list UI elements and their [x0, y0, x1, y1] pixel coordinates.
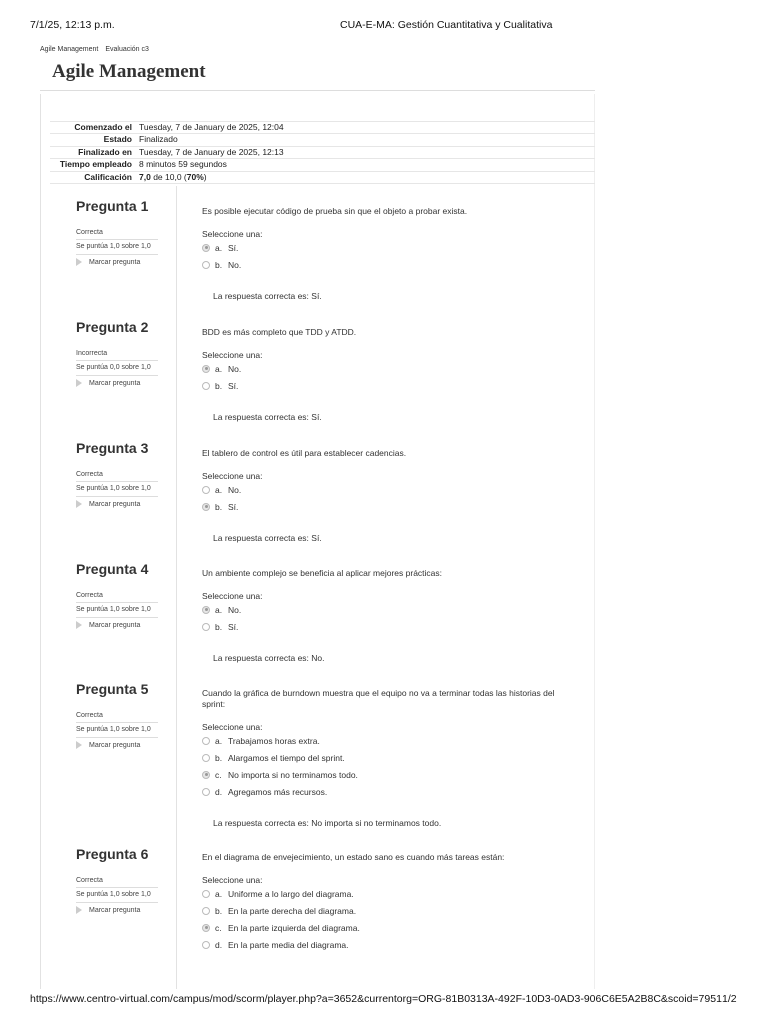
- answer-text: No importa si no terminamos todo.: [228, 769, 358, 780]
- breadcrumb: [40, 46, 154, 53]
- question-grade: Se puntúa 0,0 sobre 1,0: [76, 363, 158, 376]
- radio-button[interactable]: [202, 503, 210, 511]
- summary-row-state: [50, 133, 595, 145]
- answer-prompt: Seleccione una:: [202, 229, 263, 239]
- flag-label: Marcar pregunta: [89, 500, 141, 508]
- answer-letter: c.: [215, 769, 222, 780]
- question-state: Correcta: [76, 592, 158, 603]
- radio-button[interactable]: [202, 606, 210, 614]
- answer-option[interactable]: [202, 481, 562, 498]
- answer-letter: d.: [215, 786, 223, 797]
- answer-letter: a.: [215, 363, 223, 374]
- question-content: [202, 448, 562, 543]
- radio-button[interactable]: [202, 261, 210, 269]
- breadcrumb-item-quiz[interactable]: Evaluación c3: [105, 46, 149, 53]
- answer-letter: b.: [215, 501, 223, 512]
- summary-label: Calificación: [84, 171, 132, 182]
- print-datetime: 7/1/25, 12:13 p.m.: [30, 19, 115, 31]
- answer-text: No.: [228, 604, 242, 615]
- answer-text: No.: [228, 259, 242, 270]
- answer-option[interactable]: [202, 377, 562, 394]
- answer-text: Trabajamos horas extra.: [228, 735, 320, 746]
- grade-percent: 70%: [186, 171, 204, 182]
- answer-prompt: Seleccione una:: [202, 471, 263, 481]
- flag-label: Marcar pregunta: [89, 906, 141, 914]
- answer-letter: b.: [215, 905, 223, 916]
- radio-button[interactable]: [202, 754, 210, 762]
- radio-button[interactable]: [202, 486, 210, 494]
- answer-text: Sí.: [228, 501, 239, 512]
- question-text: Un ambiente complejo se beneficia al aplicar mejores prácticas:: [202, 568, 443, 578]
- attempt-summary-table: [50, 121, 595, 184]
- question-text: BDD es más completo que TDD y ATDD.: [202, 327, 357, 337]
- answer-option[interactable]: [202, 601, 562, 618]
- answer-letter: a.: [215, 888, 223, 899]
- answer-text: No.: [228, 484, 242, 495]
- question-column-divider: [176, 186, 177, 989]
- question-state: Correcta: [76, 877, 158, 888]
- correct-answer-feedback: La respuesta correcta es: No.: [213, 653, 325, 663]
- answer-text: En la parte derecha del diagrama.: [228, 905, 357, 916]
- flag-label: Marcar pregunta: [89, 258, 141, 266]
- answer-letter: d.: [215, 939, 223, 950]
- flag-label: Marcar pregunta: [89, 741, 141, 749]
- answer-text: No.: [228, 363, 242, 374]
- answer-prompt: Seleccione una:: [202, 875, 263, 885]
- print-url: https://www.centro-virtual.com/campus/mod/scorm/player.php?a=3652&currentorg=ORG-81B0313A-492F-10D3-0AD3-906C6E5A2B8C&scoid=7951: [30, 993, 722, 1005]
- answer-option[interactable]: [202, 902, 562, 919]
- answer-option[interactable]: [202, 732, 562, 749]
- summary-row-finished: [50, 146, 595, 158]
- question-info: [76, 844, 158, 914]
- question-grade: Se puntúa 1,0 sobre 1,0: [76, 725, 158, 738]
- summary-value: Tuesday, 7 de January de 2025, 12:04: [139, 122, 284, 132]
- flag-question-link[interactable]: [76, 379, 158, 387]
- correct-answer-feedback: La respuesta correcta es: No importa si no terminamos todo.: [213, 818, 442, 828]
- flag-question-link[interactable]: [76, 741, 158, 749]
- summary-label: Estado: [103, 134, 132, 145]
- question-title: Pregunta 2: [76, 319, 149, 335]
- radio-button[interactable]: [202, 907, 210, 915]
- grade-score: 7,0: [139, 171, 151, 182]
- flag-icon: [76, 621, 82, 629]
- question-info: [76, 559, 158, 629]
- question-content: [202, 852, 562, 953]
- answer-option[interactable]: [202, 256, 562, 273]
- summary-row-grade: [50, 171, 595, 184]
- flag-label: Marcar pregunta: [89, 379, 141, 387]
- answer-prompt: Seleccione una:: [202, 591, 263, 601]
- content-left-border: [40, 94, 41, 989]
- answer-prompt: Seleccione una:: [202, 350, 263, 360]
- flag-icon: [76, 741, 82, 749]
- answer-text: Alargamos el tiempo del sprint.: [228, 752, 345, 763]
- radio-button[interactable]: [202, 941, 210, 949]
- correct-answer-feedback: La respuesta correcta es: Sí.: [213, 533, 322, 543]
- answer-option[interactable]: [202, 766, 562, 783]
- question-state: Incorrecta: [76, 350, 158, 361]
- answer-text: Uniforme a lo largo del diagrama.: [228, 888, 354, 899]
- question-info: [76, 438, 158, 508]
- answer-option[interactable]: [202, 783, 562, 800]
- answer-text: Sí.: [228, 621, 239, 632]
- radio-button[interactable]: [202, 623, 210, 631]
- question-content: [202, 688, 562, 828]
- print-title: CUA-E-MA: Gestión Cuantitativa y Cualitativa: [340, 19, 553, 31]
- grade-close: ): [203, 171, 207, 182]
- question-content: [202, 327, 562, 422]
- answer-prompt: Seleccione una:: [202, 722, 263, 732]
- question-text: El tablero de control es útil para establecer cadencias.: [202, 448, 407, 458]
- question-info: [76, 196, 158, 266]
- question-state: Correcta: [76, 471, 158, 482]
- flag-icon: [76, 906, 82, 914]
- radio-button[interactable]: [202, 365, 210, 373]
- question-text: En el diagrama de envejecimiento, un estado sano es cuando más tareas están:: [202, 852, 505, 862]
- question-title: Pregunta 6: [76, 846, 149, 862]
- question-grade: Se puntúa 1,0 sobre 1,0: [76, 242, 158, 255]
- answer-text: Agregamos más recursos.: [228, 786, 328, 797]
- question-grade: Se puntúa 1,0 sobre 1,0: [76, 484, 158, 497]
- radio-button[interactable]: [202, 890, 210, 898]
- answer-letter: c.: [215, 922, 222, 933]
- question-grade: Se puntúa 1,0 sobre 1,0: [76, 605, 158, 618]
- question-info: [76, 679, 158, 749]
- answer-option[interactable]: [202, 936, 562, 953]
- question-content: [202, 568, 562, 663]
- answer-letter: a.: [215, 604, 223, 615]
- answer-letter: b.: [215, 259, 223, 270]
- flag-icon: [76, 258, 82, 266]
- summary-label: Comenzado el: [74, 122, 132, 132]
- flag-question-link[interactable]: [76, 258, 158, 266]
- flag-question-link[interactable]: [76, 621, 158, 629]
- question-title: Pregunta 5: [76, 681, 149, 697]
- answer-letter: a.: [215, 242, 223, 253]
- course-title: Agile Management: [52, 61, 206, 82]
- radio-button[interactable]: [202, 244, 210, 252]
- content-right-border: [594, 94, 595, 989]
- summary-label: Tiempo empleado: [59, 159, 132, 170]
- radio-button[interactable]: [202, 737, 210, 745]
- answer-option[interactable]: [202, 919, 562, 936]
- flag-label: Marcar pregunta: [89, 621, 141, 629]
- question-text: Es posible ejecutar código de prueba sin que el objeto a probar exista.: [202, 206, 468, 216]
- summary-row-started: [50, 121, 595, 133]
- radio-button[interactable]: [202, 771, 210, 779]
- question-state: Correcta: [76, 229, 158, 240]
- flag-icon: [76, 379, 82, 387]
- summary-value: [139, 172, 595, 183]
- correct-answer-feedback: La respuesta correcta es: Sí.: [213, 291, 322, 301]
- title-divider: [40, 90, 595, 91]
- correct-answer-feedback: La respuesta correcta es: Sí.: [213, 412, 322, 422]
- summary-value: 8 minutos 59 segundos: [139, 159, 227, 170]
- grade-max: de 10,0 (: [150, 171, 187, 182]
- breadcrumb-item-course[interactable]: Agile Management: [40, 46, 99, 53]
- summary-label: Finalizado en: [78, 146, 132, 157]
- summary-row-time: [50, 158, 595, 170]
- answer-text: En la parte izquierda del diagrama.: [228, 922, 360, 933]
- answer-letter: b.: [215, 380, 223, 391]
- radio-button[interactable]: [202, 788, 210, 796]
- question-state: Correcta: [76, 712, 158, 723]
- radio-button[interactable]: [202, 382, 210, 390]
- question-grade: Se puntúa 1,0 sobre 1,0: [76, 890, 158, 903]
- print-page-number: 1/2: [722, 993, 737, 1005]
- answer-letter: b.: [215, 621, 223, 632]
- flag-icon: [76, 500, 82, 508]
- question-title: Pregunta 4: [76, 561, 149, 577]
- question-text: Cuando la gráfica de burndown muestra que el equipo no va a terminar todas las historias del sprint:: [202, 688, 555, 709]
- question-title: Pregunta 3: [76, 440, 149, 456]
- answer-letter: a.: [215, 735, 223, 746]
- flag-question-link[interactable]: [76, 906, 158, 914]
- answer-option[interactable]: [202, 360, 562, 377]
- answer-text: En la parte media del diagrama.: [228, 939, 349, 950]
- answer-option[interactable]: [202, 239, 562, 256]
- summary-value: Finalizado: [139, 134, 178, 145]
- answer-letter: a.: [215, 484, 223, 495]
- question-content: [202, 206, 562, 301]
- answer-letter: b.: [215, 752, 223, 763]
- answer-option[interactable]: [202, 749, 562, 766]
- answer-option[interactable]: [202, 885, 562, 902]
- summary-value: Tuesday, 7 de January de 2025, 12:13: [139, 146, 284, 157]
- answer-text: Sí.: [228, 380, 239, 391]
- question-info: [76, 317, 158, 387]
- answer-option[interactable]: [202, 618, 562, 635]
- answer-option[interactable]: [202, 498, 562, 515]
- answer-text: Sí.: [228, 242, 239, 253]
- question-title: Pregunta 1: [76, 198, 149, 214]
- flag-question-link[interactable]: [76, 500, 158, 508]
- radio-button[interactable]: [202, 924, 210, 932]
